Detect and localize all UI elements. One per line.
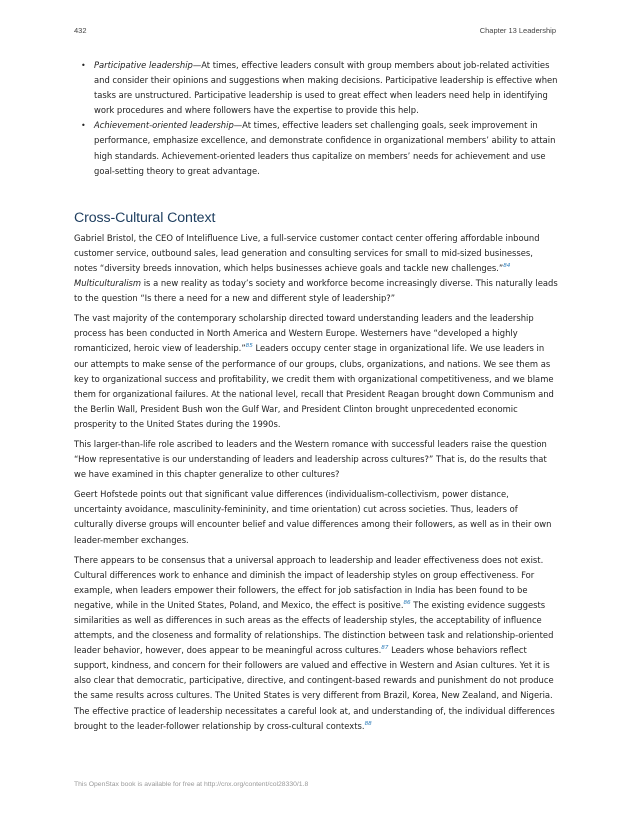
list-item	[94, 118, 558, 178]
footnote-link[interactable]: 84	[503, 262, 511, 269]
paragraph-text: There appears to be consensus that a universal approach to leadership and leader effectiveness does not exist. Cultural differences work to enhance and diminish the impact of leadership styles on group effectiveness. For example, when leaders empower their followers, the effect for job satisfaction in India has been found to be negative, while in the United States, Poland, and Mexico, the effect is positive.	[74, 554, 544, 610]
list-item-term: Participative leadership	[94, 60, 193, 70]
page-header	[74, 26, 556, 38]
page-content	[74, 58, 558, 739]
page-footer: This OpenStax book is available for free at http://cnx.org/content/col28330/1.8	[74, 781, 309, 788]
paragraph-text: Gabriel Bristol, the CEO of Intelifluence Live, a full-service customer contact center offering affordable inbound customer service, outbound sales, lead generation and consulting services for small to mid-sized businesses, notes “diversity breeds innovation, which helps businesses achieve goals and tackle new challenges.”	[74, 232, 540, 273]
paragraph: This larger-than-life role ascribed to leaders and the Western romance with successful leaders raise the question “How representative is our understanding of leaders and leadership across cultures?” That is, do the results that we have examined in this chapter generalize to other cultures?	[74, 438, 547, 480]
section-heading: Cross-Cultural Context	[74, 209, 216, 226]
paragraph-text: is a new reality as today’s society and workforce become increasingly diverse. This naturally leads to the question “Is there a need for a new and different style of leadership?”	[74, 278, 558, 304]
footnote-link[interactable]: 86	[403, 599, 411, 606]
paragraph-text: The vast majority of the contemporary scholarship directed toward understanding leaders and the leadership process has been conducted in North America and Western Europe. Westerners have “developed a highly romanticized, heroic view of leadership.”	[74, 313, 534, 354]
paragraph	[74, 311, 558, 432]
paragraph-text: The existing evidence suggests similarities as well as differences in such areas as the effects of leadership styles, the acceptability of influence attempts, and the closeness and formality of relationships. The distinction between task and relationship-oriented leader behavior, however, does appear to be meaningful across cultures.	[74, 599, 554, 656]
paragraph-text: Leaders occupy center stage in organizational life. We use leaders in our attempts to make sense of the performance of our groups, clubs, organizations, and nations. We see them as key to organizational success and profitability, we credit them with organizational competitiveness, and we blame them for organizational failures. At the national level, recall that President Reagan brought down Communism and the Berlin Wall, President Bush won the Gulf War, and President Clinton brought unprecedented economic prosperity to the United States during the 1990s.	[74, 343, 554, 429]
footnote-link[interactable]: 85	[245, 343, 253, 350]
chapter-title: Chapter 13 Leadership	[479, 26, 556, 35]
list-item-term: Achievement-oriented leadership	[94, 120, 234, 131]
paragraph: Geert Hofstede points out that significant value differences (individualism-collectivism, power distance, uncertainty avoidance, masculinity-femininity, and time orientation) cut across societies. Thus, leaders of culturally diverse groups will encounter belief and value differences among their followers, as well as in their own leader-member exchanges.	[74, 489, 552, 545]
footnote-link[interactable]: 88	[364, 720, 372, 727]
list-item-text: —At times, effective leaders set challenging goals, seek improvement in performance, emphasize excellence, and demonstrate confidence in organizational members’ ability to attain high standards. Achievement-oriented leaders thus capitalize on members’ needs for achievement and use goal-setting theory to great advantage.	[94, 120, 556, 176]
paragraph-text: Leaders whose behaviors reflect support, kindness, and concern for their followers are valued and effective in Western and Asian cultures. Yet it is also clear that democratic, participative, directive, and contingent-based rewards and punishment do not produce the same results across cultures. The United States is very different from Brazil, Korea, New Zealand, and Nigeria. The effective practice of leadership necessitates a careful look at, and understanding of, the individual differences brought to the leader-follower relationship by cross-cultural contexts.	[74, 645, 555, 731]
footnote-link[interactable]: 87	[381, 645, 389, 652]
page-number: 432	[74, 26, 87, 35]
paragraph	[74, 553, 558, 734]
key-term: Multiculturalism	[74, 278, 142, 289]
list-item	[94, 58, 558, 118]
list-item-text: —At times, effective leaders consult with group members about job-related activities and consider their opinions and suggestions when making decisions. Participative leadership is effective when tasks are unstructured. Participative leadership is used to great effect when leaders need help in identifying work procedures and where followers have the expertise to provide this help.	[94, 60, 558, 116]
leadership-styles-list	[74, 58, 558, 179]
paragraph	[74, 231, 558, 306]
